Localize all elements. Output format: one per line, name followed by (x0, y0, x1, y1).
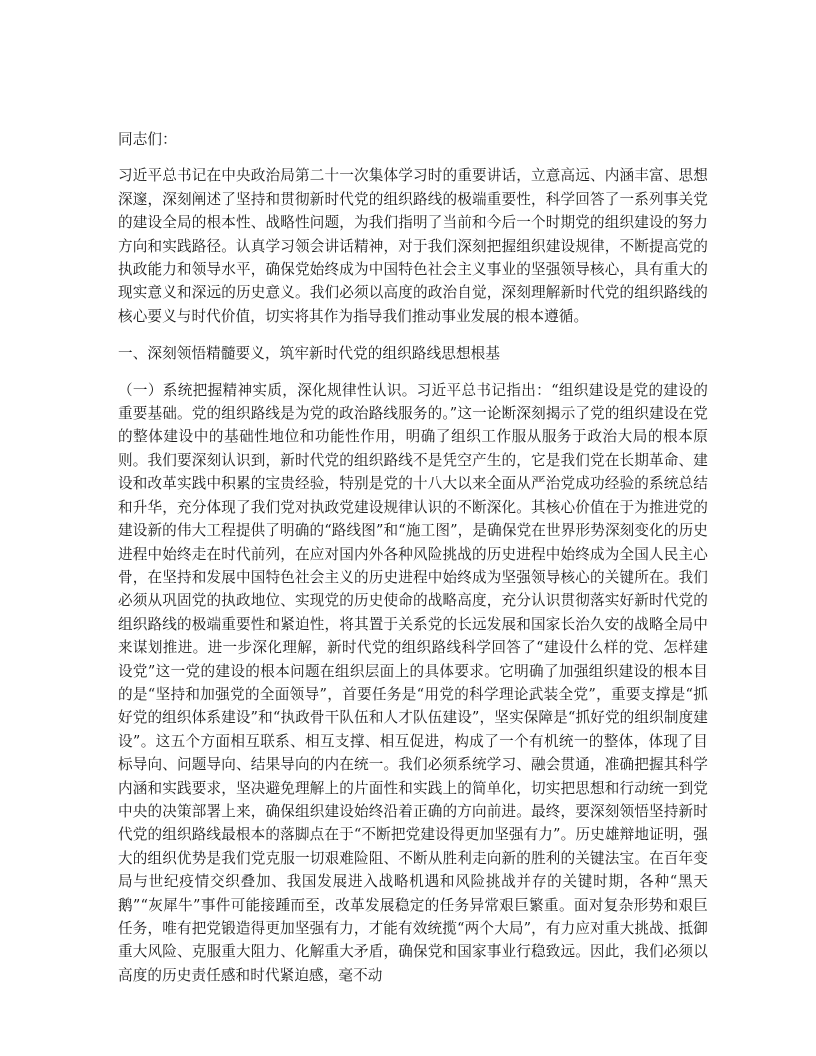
intro-paragraph: 习近平总书记在中央政治局第二十一次集体学习时的重要讲话，立意高远、内涵丰富、思想深邃，深刻阐述了坚持和贯彻新时代党的组织路线的极端重要性，科学回答了一系列事关党的建设全局的根本性、战略性问题，为我们指明了当前和今后一个时期党的组织建设的努力方向和实践路径。认真学习领会讲话精神，对于我们深刻把握组织建设规律，不断提高党的执政能力和领导水平，确保党始终成为中国特色社会主义事业的坚强领导核心，具有重大的现实意义和深远的历史意义。我们必须以高度的政治自觉，深刻理解新时代党的组织路线的核心要义与时代价值，切实将其作为指导我们推动事业发展的根本遵循。 (118, 167, 708, 325)
body-paragraph: （一）系统把握精神实质，深化规律性认识。习近平总书记指出：“组织建设是党的建设的重要基础。党的组织路线是为党的政治路线服务的。”这一论断深刻揭示了党的组织建设在党的整体建设中的基础性地位和功能性作用，明确了组织工作服从服务于政治大局的根本原则。我们要深刻认识到，新时代党的组织路线不是凭空产生的，它是我们党在长期革命、建设和改革实践中积累的宝贵经验，特别是党的十八大以来全面从严治党成功经验的系统总结和升华，充分体现了我们党对执政党建设规律认识的不断深化。其核心价值在于为推进党的建设新的伟大工程提供了明确的“路线图”和“施工图”，是确保党在世界形势深刻变化的历史进程中始终走在时代前列，在应对国内外各种风险挑战的历史进程中始终成为全国人民主心骨，在坚持和发展中国特色社会主义的历史进程中始终成为坚强领导核心的关键所在。我们必须从巩固党的执政地位、实现党的历史使命的战略高度，充分认识贯彻落实好新时代党的组织路线的极端重要性和紧迫性，将其置于关系党的长远发展和国家长治久安的战略全局中来谋划推进。进一步深化理解，新时代党的组织路线科学回答了“建设什么样的党、怎样建设党”这一党的建设的根本问题在组织层面上的具体要求。它明确了加强组织建设的根本目的是“坚持和加强党的全面领导”，首要任务是“用党的科学理论武装全党”，重要支撑是“抓好党的组织体系建设”和“执政骨干队伍和人才队伍建设”，坚实保障是“抓好党的组织制度建设”。这五个方面相互联系、相互支撑、相互促进，构成了一个有机统一的整体，体现了目标导向、问题导向、结果导向的内在统一。我们必须系统学习、融会贯通，准确把握其科学内涵和实践要求，坚决避免理解上的片面性和实践上的简单化，切实把思想和行动统一到党中央的决策部署上来，确保组织建设始终沿着正确的方向前进。最终，要深刻领悟坚持新时代党的组织路线最根本的落脚点在于“不断把党建设得更加坚强有力”。历史雄辩地证明，强大的组织优势是我们党克服一切艰难险阻、不断从胜利走向新的胜利的关键法宝。在百年变局与世纪疫情交织叠加、我国发展进入战略机遇和风险挑战并存的关键时期，各种“黑天鹅”“灰犀牛”事件可能接踵而至，改革发展稳定的任务异常艰巨繁重。面对复杂形势和艰巨任务，唯有把党锻造得更加坚强有力，才能有效统揽“两个大局”，有力应对重大挑战、抵御重大风险、克服重大阻力、化解重大矛盾，确保党和国家事业行稳致远。因此，我们必须以高度的历史责任感和时代紧迫感，毫不动 (118, 381, 708, 984)
document-page (118, 128, 708, 1001)
section-heading: 一、深刻领悟精髓要义，筑牢新时代党的组织路线思想根基 (118, 345, 501, 363)
salutation: 同志们： (118, 131, 177, 148)
